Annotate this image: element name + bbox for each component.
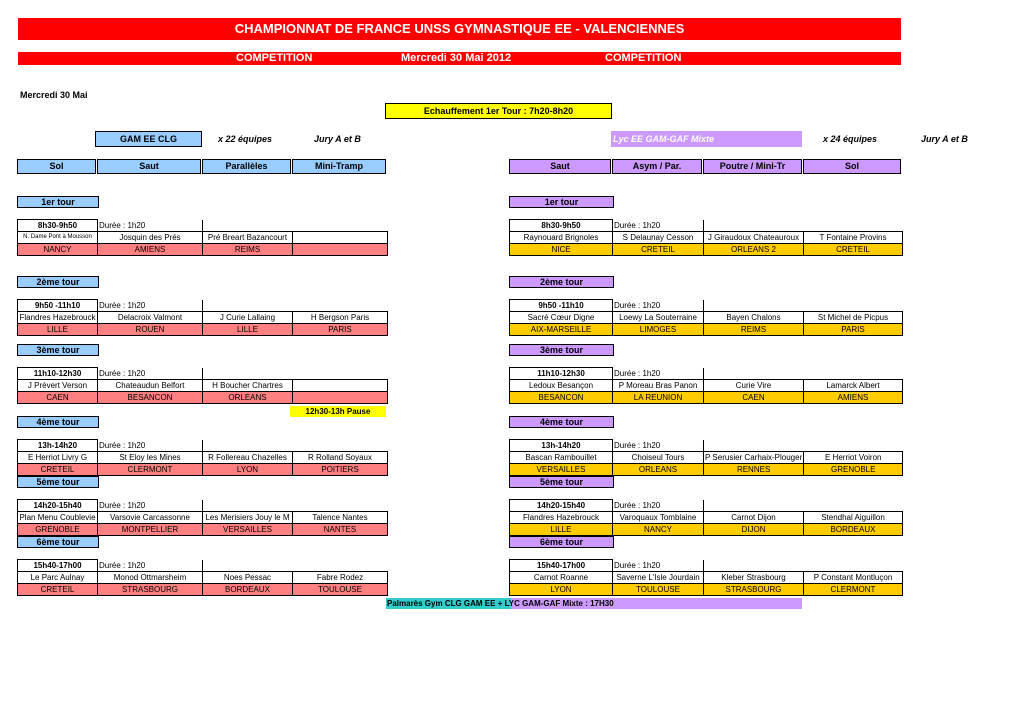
academy-cell: POITIERS: [293, 464, 388, 476]
tour-duration: Durée : 1h20: [99, 440, 146, 450]
tour-time: 9h50 -11h10: [18, 300, 98, 312]
academy-cell: CAEN: [18, 392, 98, 404]
tour-label-a-6: 6ème tour: [17, 536, 99, 548]
academy-cell: GRENOBLE: [18, 524, 98, 536]
school-cell: N. Dame Pont à Mousson: [18, 232, 98, 244]
academy-cell: LA REUNION: [613, 392, 704, 404]
school-cell: J Prévert Verson: [18, 380, 98, 392]
school-cell: Ledoux Besançon: [510, 380, 613, 392]
academy-cell: NANCY: [613, 524, 704, 536]
tour-duration: Durée : 1h20: [99, 220, 146, 230]
academy-cell: LILLE: [203, 324, 293, 336]
tour-duration: Durée : 1h20: [614, 368, 661, 378]
school-cell: Flandres Hazebrouck: [510, 512, 613, 524]
academy-cell: CRETEIL: [18, 584, 98, 596]
tour-label-a-2: 2ème tour: [17, 276, 99, 288]
academy-cell: [293, 244, 388, 256]
academy-cell: ROUEN: [98, 324, 203, 336]
academy-cell: GRENOBLE: [804, 464, 903, 476]
tour-table-b-5: [509, 499, 903, 536]
palmares-banner: Palmarès Gym CLG GAM EE + LYC GAM-GAF Mixte : 17H30: [386, 598, 802, 609]
academy-cell: PARIS: [804, 324, 903, 336]
tour-table-a-3: [17, 367, 388, 404]
tour-duration: Durée : 1h20: [99, 560, 146, 570]
header-b-poutre: Poutre / Mini-Tr: [703, 159, 802, 174]
group-a-name: GAM EE CLG: [95, 131, 202, 147]
academy-cell: NANCY: [18, 244, 98, 256]
tour-time: 15h40-17h00: [510, 560, 613, 572]
empty-cell: [203, 220, 388, 232]
school-cell: P Moreau Bras Panon: [613, 380, 704, 392]
academy-cell: LIMOGES: [613, 324, 704, 336]
tour-table-a-2: [17, 299, 388, 336]
academy-cell: LILLE: [510, 524, 613, 536]
tour-time: 8h30-9h50: [18, 220, 98, 232]
academy-cell: CLERMONT: [804, 584, 903, 596]
school-cell: Bayen Chalons: [704, 312, 804, 324]
academy-cell: VERSAILLES: [510, 464, 613, 476]
header-a-sol: Sol: [17, 159, 96, 174]
academy-cell: BESANCON: [510, 392, 613, 404]
school-cell: Talence Nantes: [293, 512, 388, 524]
tour-table-a-4: [17, 439, 388, 476]
tour-time: 11h10-12h30: [510, 368, 613, 380]
header-b-saut: Saut: [509, 159, 611, 174]
academy-cell: CRETEIL: [804, 244, 903, 256]
academy-cell: NICE: [510, 244, 613, 256]
academy-cell: VERSAILLES: [203, 524, 293, 536]
school-cell: Pré Breart Bazancourt: [203, 232, 293, 244]
header-a-saut: Saut: [97, 159, 201, 174]
academy-cell: TOULOUSE: [613, 584, 704, 596]
subtitle-right: COMPETITION: [605, 52, 682, 64]
academy-cell: TOULOUSE: [293, 584, 388, 596]
academy-cell: LILLE: [18, 324, 98, 336]
school-cell: Sacré Cœur Digne: [510, 312, 613, 324]
school-cell: Fabre Rodez: [293, 572, 388, 584]
empty-cell: [203, 368, 388, 380]
academy-cell: CRETEIL: [613, 244, 704, 256]
school-cell: Saverne L'Isle Jourdain: [613, 572, 704, 584]
group-b-teams: x 24 équipes: [823, 134, 878, 144]
tour-time: 15h40-17h00: [18, 560, 98, 572]
day-label: Mercredi 30 Mai: [20, 90, 88, 100]
academy-cell: ORLEANS 2: [704, 244, 804, 256]
school-cell: St Eloy les Mines: [98, 452, 203, 464]
school-cell: Le Parc Aulnay: [18, 572, 98, 584]
school-cell: Varsovie Carcassonne: [98, 512, 203, 524]
tour-duration: Durée : 1h20: [99, 500, 146, 510]
header-a-mini-tramp: Mini-Tramp: [292, 159, 386, 174]
academy-cell: CRETEIL: [18, 464, 98, 476]
school-cell: J Curie Lallaing: [203, 312, 293, 324]
tour-duration: Durée : 1h20: [614, 560, 661, 570]
tour-table-a-6: [17, 559, 388, 596]
empty-cell: [704, 368, 903, 380]
school-cell: Stendhal Aiguillon: [804, 512, 903, 524]
academy-cell: REIMS: [704, 324, 804, 336]
tour-table-a-5: [17, 499, 388, 536]
empty-cell: [203, 560, 388, 572]
school-cell: J Giraudoux Chateauroux: [704, 232, 804, 244]
tour-label-a-3: 3ème tour: [17, 344, 99, 356]
tour-table-b-4: [509, 439, 903, 476]
school-cell: Carnot Roanne: [510, 572, 613, 584]
academy-cell: BORDEAUX: [203, 584, 293, 596]
school-cell: H Bergson Paris: [293, 312, 388, 324]
empty-cell: [203, 300, 388, 312]
header-a-paralleles: Parallèles: [202, 159, 291, 174]
pause-box: 12h30-13h Pause: [290, 406, 386, 417]
school-cell: T Fontaine Provins: [804, 232, 903, 244]
school-cell: Raynouard Brignoles: [510, 232, 613, 244]
empty-cell: [704, 300, 903, 312]
tour-label-a-5: 5ème tour: [17, 476, 99, 488]
academy-cell: ORLEANS: [613, 464, 704, 476]
tour-duration: Durée : 1h20: [99, 300, 146, 310]
school-cell: Lamarck Albert: [804, 380, 903, 392]
header-b-sol: Sol: [803, 159, 901, 174]
academy-cell: NANTES: [293, 524, 388, 536]
tour-label-b-4: 4ème tour: [509, 416, 614, 428]
academy-cell: AMIENS: [804, 392, 903, 404]
academy-cell: PARIS: [293, 324, 388, 336]
tour-label-b-3: 3ème tour: [509, 344, 614, 356]
academy-cell: [293, 392, 388, 404]
academy-cell: CAEN: [704, 392, 804, 404]
group-a-teams: x 22 équipes: [218, 134, 273, 144]
header-b-asym-par: Asym / Par.: [612, 159, 702, 174]
subtitle-center: Mercredi 30 Mai 2012: [401, 52, 512, 64]
school-cell: Bascan Rambouillet: [510, 452, 613, 464]
tour-label-b-1: 1er tour: [509, 196, 614, 208]
empty-cell: [704, 560, 903, 572]
tour-time: 14h20-15h40: [510, 500, 613, 512]
tour-duration: Durée : 1h20: [614, 440, 661, 450]
school-cell: P Serusier Carhaix-Plouger: [705, 453, 803, 462]
subtitle-left: COMPETITION: [236, 52, 313, 64]
school-cell: Curie Vire: [704, 380, 804, 392]
school-cell: Noes Pessac: [203, 572, 293, 584]
academy-cell: BESANCON: [98, 392, 203, 404]
school-cell: E Herriot Livry G: [18, 452, 98, 464]
tour-time: 14h20-15h40: [18, 500, 98, 512]
tour-time: 8h30-9h50: [510, 220, 613, 232]
school-cell: [293, 380, 388, 392]
empty-cell: [203, 500, 388, 512]
tour-table-a-1: [17, 219, 388, 256]
school-cell: [293, 232, 388, 244]
school-cell: Josquin des Prés: [98, 232, 203, 244]
academy-cell: LYON: [510, 584, 613, 596]
tour-table-b-2: [509, 299, 903, 336]
tour-duration: Durée : 1h20: [614, 220, 661, 230]
school-cell: R Rolland Soyaux: [293, 452, 388, 464]
school-cell: E Herriot Voiron: [804, 452, 903, 464]
tour-duration: Durée : 1h20: [614, 300, 661, 310]
tour-table-b-3: [509, 367, 903, 404]
school-cell: Delacroix Valmont: [98, 312, 203, 324]
academy-cell: AMIENS: [98, 244, 203, 256]
empty-cell: [704, 220, 903, 232]
school-cell: Les Merisiers Jouy le M: [203, 512, 293, 524]
school-cell: R Follereau Chazelles: [203, 452, 293, 464]
empty-cell: [704, 500, 903, 512]
group-b-jury: Jury A et B: [921, 134, 968, 144]
tour-duration: Durée : 1h20: [99, 368, 146, 378]
tour-label-b-6: 6ème tour: [509, 536, 614, 548]
school-cell: Loewy La Souterraine: [613, 312, 704, 324]
tour-time: 9h50 -11h10: [510, 300, 613, 312]
tour-table-b-1: [509, 219, 903, 256]
academy-cell: STRASBOURG: [98, 584, 203, 596]
school-cell: S Delaunay Cesson: [613, 232, 704, 244]
academy-cell: AIX-MARSEILLE: [510, 324, 613, 336]
academy-cell: RENNES: [704, 464, 804, 476]
tour-table-b-6: [509, 559, 903, 596]
tour-time: 13h-14h20: [510, 440, 613, 452]
academy-cell: LYON: [203, 464, 293, 476]
school-cell: Choiseul Tours: [613, 452, 704, 464]
tour-time: 11h10-12h30: [18, 368, 98, 380]
empty-cell: [203, 440, 388, 452]
school-cell: Varoquaux Tomblaine: [613, 512, 704, 524]
tour-label-a-4: 4ème tour: [17, 416, 99, 428]
page-title: CHAMPIONNAT DE FRANCE UNSS GYMNASTIQUE EE - VALENCIENNES: [18, 18, 901, 40]
school-cell: P Constant Montluçon: [804, 572, 903, 584]
academy-cell: MONTPELLIER: [98, 524, 203, 536]
tour-label-b-2: 2ème tour: [509, 276, 614, 288]
academy-cell: ORLEANS: [203, 392, 293, 404]
school-cell: St Michel de Picpus: [804, 312, 903, 324]
group-a-jury: Jury A et B: [314, 134, 361, 144]
tour-label-a-1: 1er tour: [17, 196, 99, 208]
academy-cell: STRASBOURG: [704, 584, 804, 596]
empty-cell: [704, 440, 903, 452]
warmup-box: Echauffement 1er Tour : 7h20-8h20: [385, 103, 612, 119]
academy-cell: CLERMONT: [98, 464, 203, 476]
tour-label-b-5: 5ème tour: [509, 476, 614, 488]
school-cell: Monod Ottmarsheim: [98, 572, 203, 584]
academy-cell: REIMS: [203, 244, 293, 256]
academy-cell: BORDEAUX: [804, 524, 903, 536]
school-cell: Kleber Strasbourg: [704, 572, 804, 584]
group-b-name: Lyc EE GAM-GAF Mixte: [611, 131, 802, 147]
school-cell: Flandres Hazebrouck: [19, 313, 96, 322]
academy-cell: DIJON: [704, 524, 804, 536]
tour-duration: Durée : 1h20: [614, 500, 661, 510]
subtitle-bar: [18, 52, 901, 65]
school-cell: Plan Menu Coublevie: [19, 513, 96, 522]
school-cell: Carnot Dijon: [704, 512, 804, 524]
school-cell: Chateaudun Belfort: [98, 380, 203, 392]
tour-time: 13h-14h20: [18, 440, 98, 452]
school-cell: H Boucher Chartres: [203, 380, 293, 392]
